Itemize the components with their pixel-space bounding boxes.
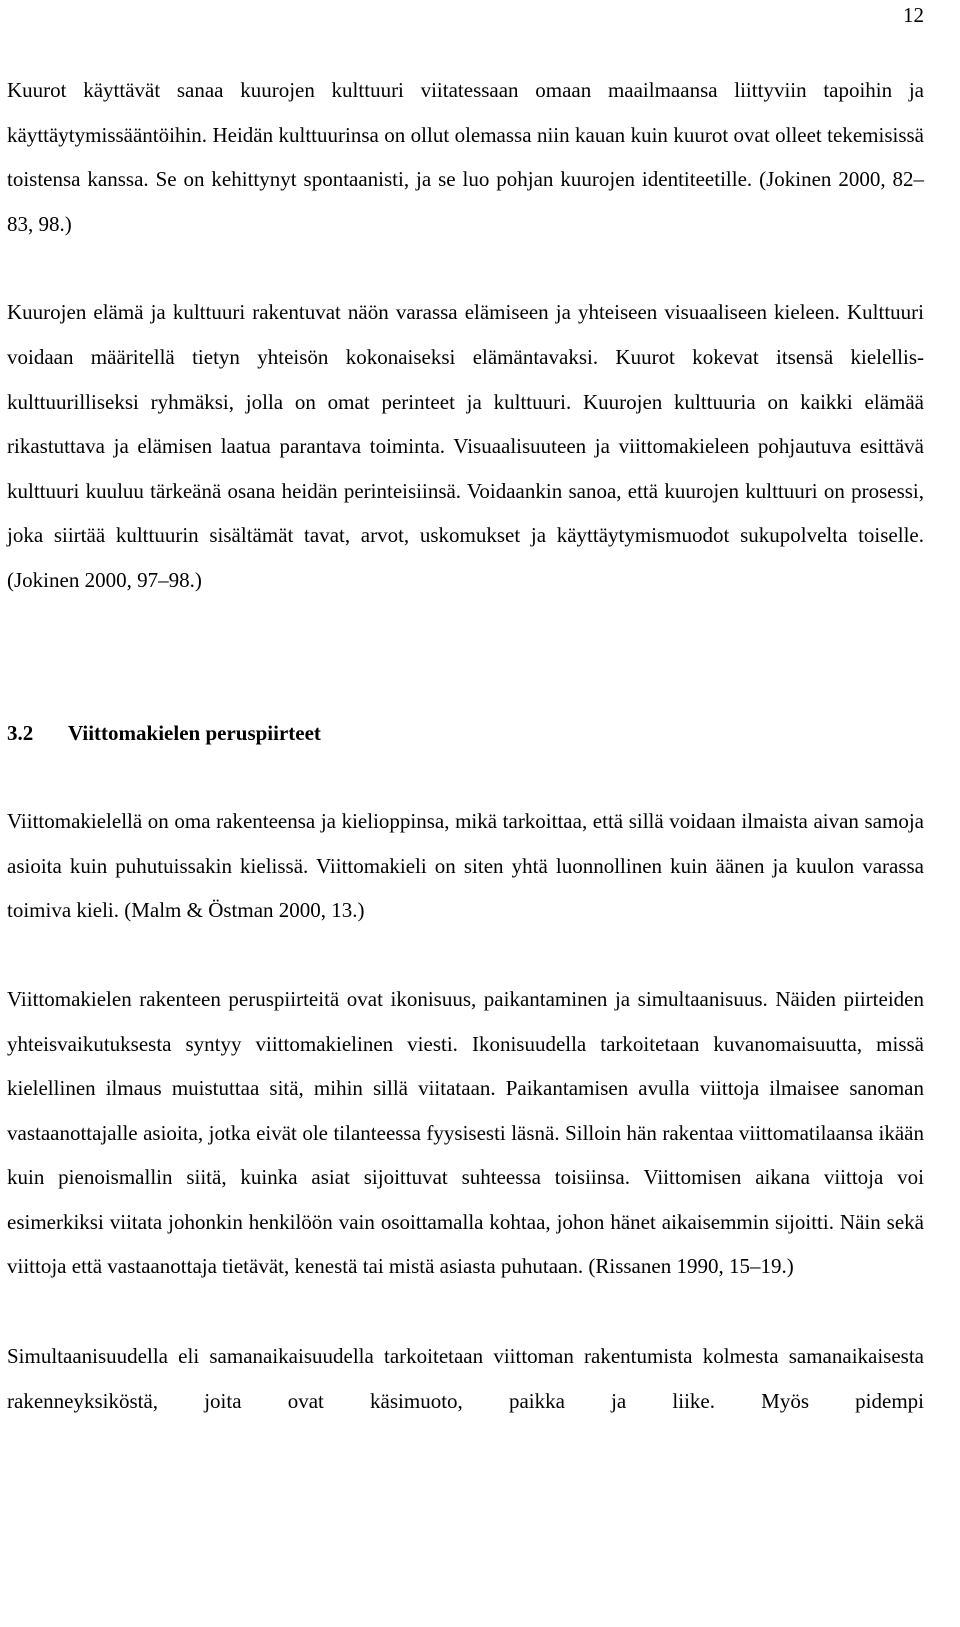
section-spacer bbox=[7, 603, 924, 711]
paragraph-sign-language-grammar: Viittomakielellä on oma rakenteensa ja kielioppinsa, mikä tarkoittaa, että sillä voidaan ilmaista aivan samoja asioita kuin puhutuissakin kielissä. Viittomakieli on siten yhtä luonnollinen kuin äänen ja kuulon varassa toimiva kieli. (Malm & Östman 2000, 13.) bbox=[7, 809, 924, 923]
section-heading bbox=[7, 711, 924, 756]
document-body bbox=[7, 68, 924, 1423]
paragraph-simultaneity: Simultaanisuudella eli samanaikaisuudella tarkoitetaan viittoman rakentumista kolmesta samanaikaisesta rakenneyksiköstä, joita ovat käsimuoto, paikka ja liike. Myös pidempi bbox=[7, 1344, 924, 1413]
section-number: 3.2 bbox=[7, 720, 34, 745]
paragraph-deaf-culture-visual: Kuurojen elämä ja kulttuuri rakentuvat näön varassa elämiseen ja yhteiseen visuaaliseen kieleen. Kulttuuri voidaan määritellä tietyn yhteisön kokonaiseksi elämäntavaksi. Kuurot kokevat itsensä kielellis-kulttuurilliseksi ryhmäksi, jolla on omat perinteet ja kulttuuri. Kuurojen kulttuuria on kaikki elämää rikastuttava ja elämisen laatua parantava toiminta. Visuaalisuuteen ja viittomakieleen pohjautuva esittävä kulttuuri kuuluu tärkeänä osana heidän perinteisiinsä. Voidaankin sanoa, että kuurojen kulttuuri on prosessi, joka siirtää kulttuurin sisältämät tavat, arvot, uskomukset ja käyttäytymismuodot sukupolvelta toiselle. (Jokinen 2000, 97–98.) bbox=[7, 300, 924, 592]
page-number: 12 bbox=[903, 3, 924, 27]
paragraph-sign-language-features: Viittomakielen rakenteen peruspiirteitä ovat ikonisuus, paikantaminen ja simultaanisuus. Näiden piirteiden yhteisvaikutuksesta syntyy viittomakielinen viesti. Ikonisuudella tarkoitetaan kuvanomaisuutta, missä kielellinen ilmaus muistuttaa sitä, mihin sillä viitataan. Paikantamisen avulla viittoja ilmaisee sanoman vastaanottajalle asioita, jotka eivät ole tilanteessa fyysisesti läsnä. Silloin hän rakentaa viittomatilaansa ikään kuin pienoismallin siitä, kuinka asiat sijoittuvat suhteessa toisiinsa. Viittomisen aikana viittoja voi esimerkiksi viitata johonkin henkilöön vain osoittamalla kohtaa, johon hänet aikaisemmin sijoitti. Näin sekä viittoja että vastaanottaja tietävät, kenestä tai mistä asiasta puhutaan. (Rissanen 1990, 15–19.) bbox=[7, 986, 924, 1279]
paragraph-spacer bbox=[7, 246, 924, 290]
section-title: Viittomakielen peruspiirteet bbox=[68, 720, 321, 745]
paragraph-deaf-culture-intro: Kuurot käyttävät sanaa kuurojen kulttuuri viitatessaan omaan maailmaansa liittyviin tapoihin ja käyttäytymissääntöihin. Heidän kulttuurinsa on ollut olemassa niin kauan kuin kuurot ovat olleet tekemisissä toistensa kanssa. Se on kehittynyt spontaanisti, ja se luo pohjan kuurojen identiteetille. (Jokinen 2000, 82–83, 98.) bbox=[7, 78, 924, 236]
paragraph-spacer bbox=[7, 755, 924, 799]
paragraph-spacer bbox=[7, 933, 924, 977]
paragraph-spacer bbox=[7, 1289, 924, 1334]
